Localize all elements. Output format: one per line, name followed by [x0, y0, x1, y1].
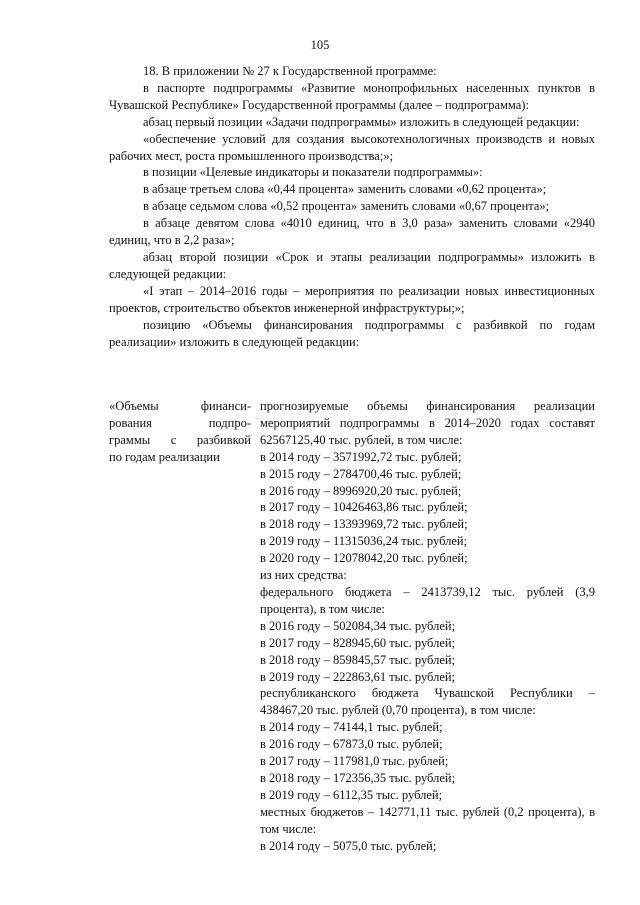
financing-item: в 2019 году – 6112,35 тыс. рублей; [260, 787, 443, 802]
page-number: 105 [310, 38, 330, 52]
paragraph: в абзаце седьмом слова «0,52 процента» заменить словами «0,67 процента»; [143, 199, 550, 214]
position-name-line: рования подпро- [109, 415, 251, 430]
document-body [109, 63, 595, 350]
position-name-line: «Объемы финанси- [109, 399, 251, 413]
paragraph: 18. В приложении № 27 к Государственной программе: [143, 64, 437, 78]
financing-item: в 2019 году – 11315036,24 тыс. рублей; [260, 534, 468, 549]
financing-item: в 2017 году – 117981,0 тыс. рублей; [260, 754, 449, 769]
paragraph: в абзаце третьем слова «0,44 процента» заменить словами «0,62 процента»; [143, 182, 547, 197]
financing-item: в 2014 году – 5075,0 тыс. рублей; [260, 838, 437, 853]
paragraph: позицию «Объемы финансирования подпрограммы с разбивкой по годам реализации» изложить в следующей редакции: [109, 317, 595, 349]
financing-item: в 2017 году – 828945,60 тыс. рублей; [260, 635, 456, 650]
financing-item: в 2014 году – 74144,1 тыс. рублей; [260, 720, 443, 735]
paragraph: абзац первый позиции «Задачи подпрограммы» изложить в следующей редакции: [143, 114, 580, 129]
financing-details-cell [260, 398, 595, 854]
position-name-cell [109, 398, 251, 466]
position-name-line: граммы с разбивкой [109, 432, 251, 447]
financing-item: в 2020 году – 12078042,20 тыс. рублей; [260, 551, 468, 566]
financing-item: местных бюджетов – 142771,11 тыс. рублей (0,2 процента), в том числе: [260, 804, 595, 836]
financing-item: в 2016 году – 8996920,20 тыс. рублей; [260, 483, 462, 498]
financing-item: прогнозируемые объемы финансирования реализации мероприятий подпрограммы в 2014–2020 годах составят 62567125,40 тыс. рублей, в том числе: [260, 399, 595, 447]
financing-item: в 2014 году – 3571992,72 тыс. рублей; [260, 449, 462, 464]
financing-item: федерального бюджета – 2413739,12 тыс. рублей (3,9 процента), в том числе: [260, 584, 595, 616]
financing-item: республиканского бюджета Чувашской Республики – 438467,20 тыс. рублей (0,70 процента), в том числе: [260, 686, 595, 718]
financing-item: в 2016 году – 67873,0 тыс. рублей; [260, 737, 443, 752]
financing-item: в 2018 году – 859845,57 тыс. рублей; [260, 652, 456, 667]
financing-item: в 2017 году – 10426463,86 тыс. рублей; [260, 500, 468, 515]
paragraph: «обеспечение условий для создания высокотехнологичных производств и новых рабочих мест, роста промышленного производства;»; [109, 131, 595, 163]
financing-item: в 2015 году – 2784700,46 тыс. рублей; [260, 466, 462, 481]
financing-item: в 2018 году – 172356,35 тыс. рублей; [260, 770, 456, 785]
position-name-line: по годам реализации [109, 449, 220, 464]
financing-item: в 2019 году – 222863,61 тыс. рублей; [260, 669, 456, 684]
financing-item: в 2016 году – 502084,34 тыс. рублей; [260, 618, 456, 633]
financing-item: из них средства: [260, 568, 347, 583]
paragraph: в позиции «Целевые индикаторы и показатели подпрограммы»: [143, 165, 483, 180]
financing-item: в 2018 году – 13393969,72 тыс. рублей; [260, 517, 468, 532]
paragraph: в абзаце девятом слова «4010 единиц, что в 3,0 раза» заменить словами «2940 единиц, что в 2,2 раза»; [109, 216, 595, 248]
paragraph: «I этап – 2014–2016 годы – мероприятия по реализации новых инвестиционных проектов, строительство объектов инженерной инфраструктуры;»; [109, 283, 595, 315]
paragraph: в паспорте подпрограммы «Развитие монопрофильных населенных пунктов в Чувашской Республике» Государственной программы (далее – подпрограмма): [109, 80, 595, 112]
paragraph: абзац второй позиции «Срок и этапы реализации подпрограммы» изложить в следующей редакции: [109, 249, 595, 281]
